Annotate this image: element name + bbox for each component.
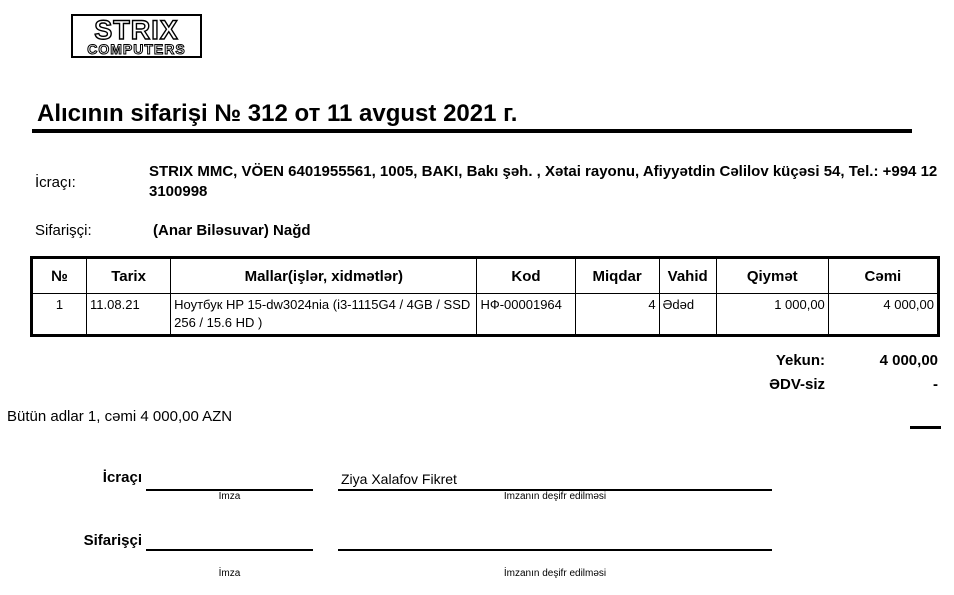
cell-number: 1 bbox=[32, 294, 87, 336]
col-header-price: Qiymət bbox=[716, 258, 828, 294]
customer-decode-caption: İmzanın deşifr edilməsi bbox=[503, 568, 607, 579]
cell-item: Ноутбук HP 15-dw3024nia (i3-1115G4 / 4GB / SSD 256 / 15.6 HD ) bbox=[171, 294, 477, 336]
executor-label: İcraçı: bbox=[35, 174, 76, 191]
cell-total: 4 000,00 bbox=[828, 294, 938, 336]
executor-signature-caption: İmza bbox=[218, 491, 241, 502]
total-value: 4 000,00 bbox=[879, 352, 938, 369]
items-table bbox=[30, 256, 940, 337]
cell-code: НФ-00001964 bbox=[477, 294, 575, 336]
col-header-number: № bbox=[32, 258, 87, 294]
executor-name: Ziya Xalafov Fikret bbox=[341, 471, 457, 487]
col-header-quantity: Miqdar bbox=[575, 258, 659, 294]
executor-signature-label: İcraçı bbox=[102, 469, 142, 486]
vat-value: - bbox=[933, 376, 938, 393]
col-header-unit: Vahid bbox=[659, 258, 716, 294]
summary-dash bbox=[910, 426, 941, 429]
summary-text: Bütün adlar 1, cəmi 4 000,00 AZN bbox=[7, 408, 233, 425]
table-header-row bbox=[32, 258, 939, 294]
table-row bbox=[32, 294, 939, 336]
col-header-code: Kod bbox=[477, 258, 575, 294]
cell-unit: Ədəd bbox=[659, 294, 716, 336]
customer-signature-label: Sifarişçi bbox=[83, 532, 142, 549]
vat-label: ƏDV-siz bbox=[769, 376, 825, 393]
col-header-date: Tarix bbox=[87, 258, 171, 294]
logo-text-computers: COMPUTERS bbox=[87, 41, 186, 57]
cell-date: 11.08.21 bbox=[87, 294, 171, 336]
cell-quantity: 4 bbox=[575, 294, 659, 336]
col-header-goods: Mallar(işlər, xidmətlər) bbox=[171, 258, 477, 294]
customer-decode-line bbox=[338, 549, 772, 551]
company-logo bbox=[71, 14, 202, 58]
logo-text-strix: STRIX bbox=[94, 15, 179, 45]
customer-signature-caption: İmza bbox=[218, 568, 241, 579]
customer-label: Sifarişçi: bbox=[35, 222, 92, 239]
executor-details: STRIX MMC, VÖEN 6401955561, 1005, BAKI, Bakı şəh. , Xətai rayonu, Afiyyətdin Cəlilov küçəsi 54, Tel.: +994 12 3100998 bbox=[149, 163, 938, 200]
customer-signature-line bbox=[146, 549, 313, 551]
customer-value: (Anar Biləsuvar) Nağd bbox=[153, 222, 311, 239]
total-label: Yekun: bbox=[775, 352, 825, 369]
col-header-total: Cəmi bbox=[828, 258, 938, 294]
title-underline bbox=[32, 129, 912, 133]
document-title: Alıcının sifarişi № 312 от 11 avgust 2021 г. bbox=[37, 100, 518, 127]
cell-price: 1 000,00 bbox=[716, 294, 828, 336]
executor-decode-caption: İmzanın deşifr edilməsi bbox=[503, 491, 607, 502]
